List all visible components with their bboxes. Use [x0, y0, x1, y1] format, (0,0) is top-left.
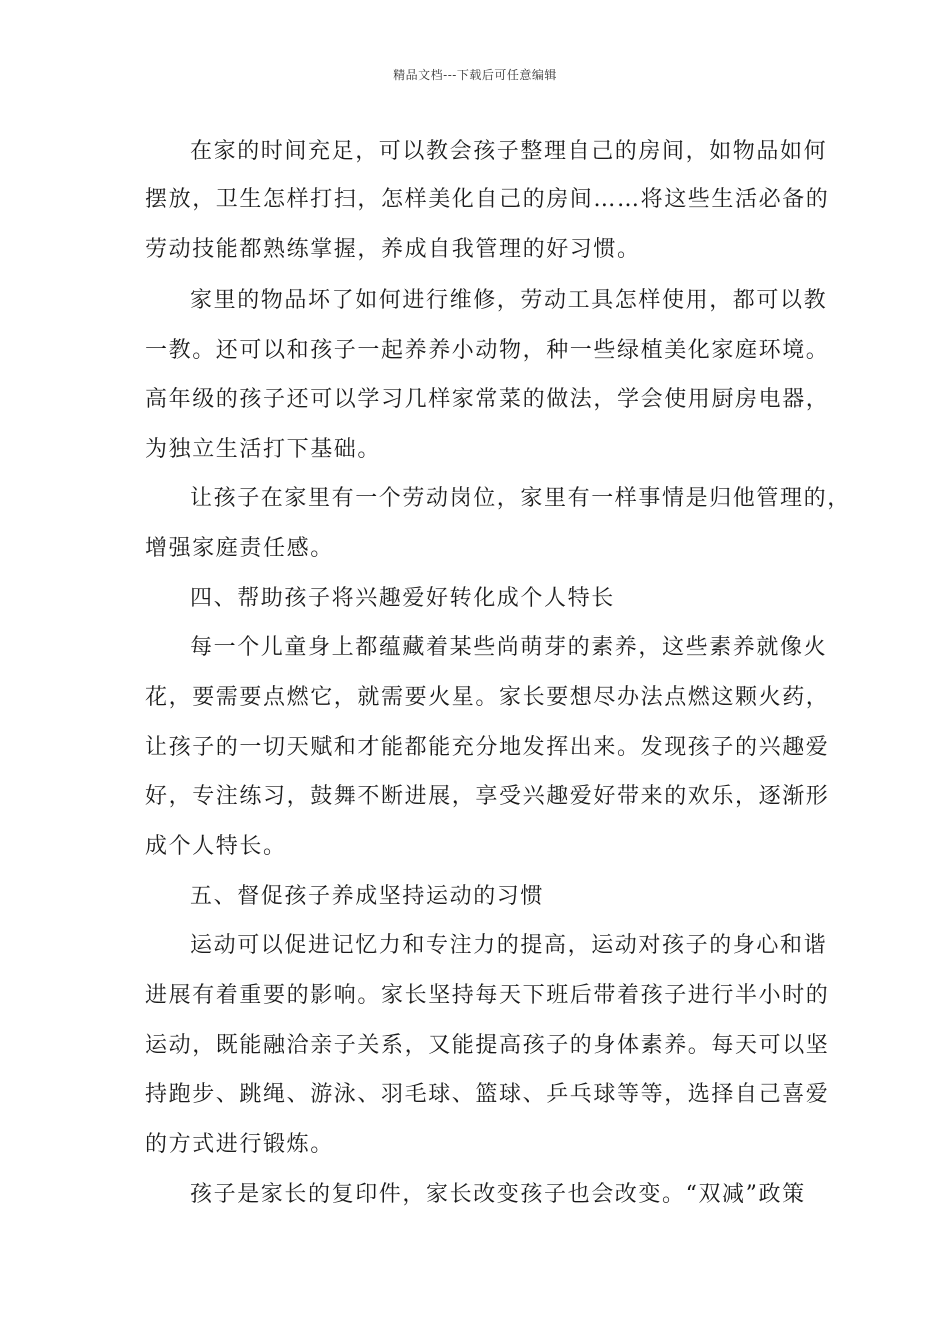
- paragraph-line: 孩子是家长的复印件，家长改变孩子也会改变。“双减”政策: [190, 1182, 806, 1207]
- paragraph-line: 花，要需要点燃它，就需要火星。家长要想尽办法点燃这颗火药，: [145, 685, 830, 710]
- paragraph-line: 一教。还可以和孩子一起养养小动物，种一些绿植美化家庭环境。: [145, 338, 830, 363]
- paragraph-line: 让孩子的一切天赋和才能都能充分地发挥出来。发现孩子的兴趣爱: [145, 735, 830, 760]
- paragraph-line: 摆放，卫生怎样打扫，怎样美化自己的房间……将这些生活必备的: [145, 187, 830, 212]
- paragraph-line: 增强家庭责任感。: [145, 536, 334, 561]
- paragraph-line: 为独立生活打下基础。: [145, 437, 382, 462]
- paragraph-line: 高年级的孩子还可以学习几样家常菜的做法，学会使用厨房电器，: [145, 387, 830, 412]
- paragraph-line: 的方式进行锻炼。: [145, 1132, 334, 1157]
- section-heading: 五、督促孩子养成坚持运动的习惯: [190, 884, 545, 909]
- paragraph-line: 运动可以促进记忆力和专注力的提高，运动对孩子的身心和谐: [190, 933, 828, 958]
- paragraph-line: 成个人特长。: [145, 834, 287, 859]
- paragraph-line: 运动，既能融洽亲子关系，又能提高孩子的身体素养。每天可以坚: [145, 1033, 830, 1058]
- paragraph-line: 劳动技能都熟练掌握，养成自我管理的好习惯。: [145, 237, 641, 262]
- paragraph-line: 好，专注练习，鼓舞不断进展，享受兴趣爱好带来的欢乐，逐渐形: [145, 784, 830, 809]
- paragraph-line: 进展有着重要的影响。家长坚持每天下班后带着孩子进行半小时的: [145, 983, 830, 1008]
- paragraph-line: 让孩子在家里有一个劳动岗位，家里有一样事情是归他管理的，: [190, 486, 851, 511]
- page-header: 精品文档---下载后可任意编辑: [393, 68, 557, 82]
- paragraph-line: 家里的物品坏了如何进行维修，劳动工具怎样使用，都可以教: [190, 288, 828, 313]
- paragraph-line: 在家的时间充足，可以教会孩子整理自己的房间，如物品如何: [190, 139, 828, 164]
- paragraph-line: 每一个儿童身上都蕴藏着某些尚萌芽的素养，这些素养就像火: [190, 635, 828, 660]
- section-heading: 四、帮助孩子将兴趣爱好转化成个人特长: [190, 586, 615, 611]
- paragraph-line: 持跑步、跳绳、游泳、羽毛球、篮球、乒乓球等等，选择自己喜爱: [145, 1082, 830, 1107]
